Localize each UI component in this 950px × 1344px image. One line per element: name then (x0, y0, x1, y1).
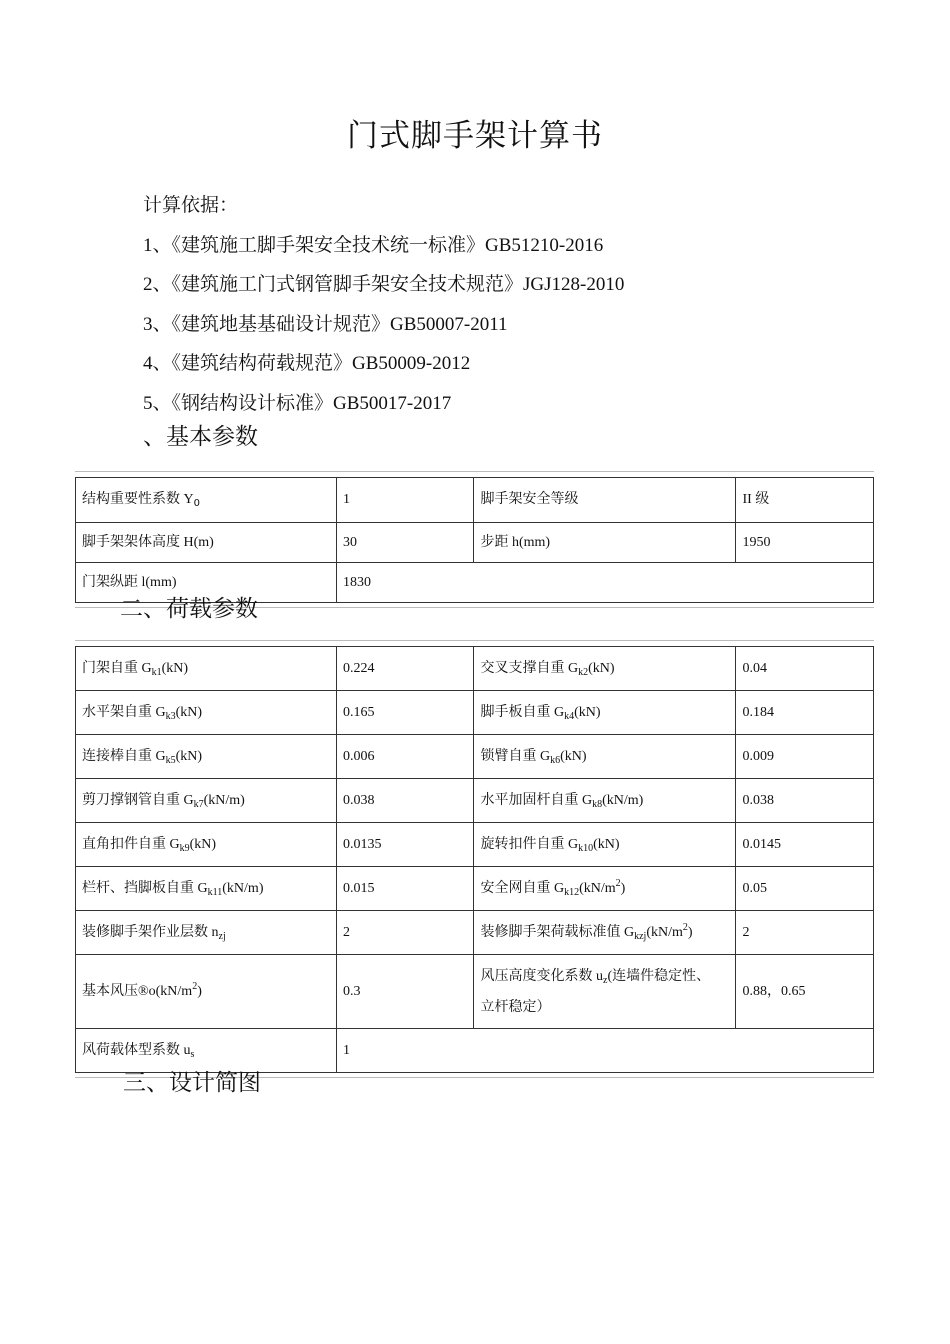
basis-item-1: 1、《建筑施工脚手架安全技术统一标准》GB51210-2016 (143, 234, 604, 256)
param-label: 交叉支撑自重 $G_{k2}(kN)$ (474, 647, 736, 691)
param-value: 0.165 (336, 691, 474, 735)
param-value: 0.006 (336, 735, 474, 779)
param-value: 0.3 (336, 955, 474, 1029)
table-row (76, 523, 874, 563)
param-label: 脚手架架体高度 H(m) (76, 523, 337, 563)
load-params-table (75, 646, 874, 1073)
section-basic-params-heading: 、基本参数 (143, 424, 258, 449)
param-label: 门架自重 $G_{k1}(kN)$ (76, 647, 337, 691)
basis-item-4: 4、《建筑结构荷载规范》GB50009-2012 (143, 353, 471, 374)
param-label: 装修脚手架荷载标准值 $G_{kzj}(kN/m^2)$ (474, 911, 736, 955)
param-label: 栏杆、挡脚板自重 $G_{k11}(kN/m)$ (76, 867, 337, 911)
table-row (76, 955, 874, 1029)
document-title: 门式脚手架计算书 (347, 118, 603, 153)
basis-item-3: 3、《建筑地基基础设计规范》GB50007-2011 (143, 313, 508, 335)
load-params-table-frame (75, 640, 874, 1078)
basic-params-table-frame (75, 471, 874, 608)
param-value: 0.05 (736, 867, 874, 911)
param-label: 步距 h(mm) (474, 523, 736, 563)
param-label: 基本风压$®o(kN/m^2)$ (76, 955, 337, 1029)
param-label: 旋转扣件自重 $G_{k10}(kN)$ (474, 823, 736, 867)
param-value: 0.038 (736, 779, 874, 823)
table-row (76, 735, 874, 779)
param-value: 0.04 (736, 647, 874, 691)
param-label: 安全网自重 $G_{k12}(kN/m^2)$ (474, 867, 736, 911)
param-label: 装修脚手架作业层数 $n_{zj}$ (76, 911, 337, 955)
param-value: 0.0135 (336, 823, 474, 867)
param-label: 锁臂自重 $G_{k6}(kN)$ (474, 735, 736, 779)
table-row (76, 779, 874, 823)
param-value: 0.038 (336, 779, 474, 823)
table-row (76, 823, 874, 867)
param-value: 0.88，0.65 (736, 955, 874, 1029)
param-value: 0.015 (336, 867, 474, 911)
table-row (76, 478, 874, 523)
param-label: 剪刀撑钢管自重 $G_{k7}(kN/m)$ (76, 779, 337, 823)
param-value: 2 (736, 911, 874, 955)
param-value: 1 (336, 478, 474, 523)
param-value: 0.184 (736, 691, 874, 735)
table-row (76, 911, 874, 955)
param-value: 1950 (736, 523, 874, 563)
param-value: 1830 (336, 563, 873, 603)
basis-item-5: 5、《钢结构设计标准》GB50017-2017 (143, 392, 452, 414)
param-label: 脚手架安全等级 (474, 478, 736, 523)
param-label: 连接棒自重 $G_{k5}(kN)$ (76, 735, 337, 779)
table-row (76, 867, 874, 911)
param-label: 门架纵距 l(mm) (76, 563, 337, 603)
param-value: 0.0145 (736, 823, 874, 867)
param-value: 0.009 (736, 735, 874, 779)
section-load-params-heading: 二、荷载参数 (120, 596, 258, 621)
basic-params-table (75, 477, 874, 603)
param-value: 30 (336, 523, 474, 563)
param-label: 水平架自重 $G_{k3}(kN)$ (76, 691, 337, 735)
calculation-basis (143, 186, 624, 423)
param-label: 风压高度变化系数 $u_z$(连墙件稳定性、 立杆稳定） (474, 955, 736, 1029)
param-label: 水平加固杆自重 $G_{k8}(kN/m)$ (474, 779, 736, 823)
basis-heading: 计算依据： (143, 195, 239, 216)
param-value: 2 (336, 911, 474, 955)
param-label: 直角扣件自重 $G_{k9}(kN)$ (76, 823, 337, 867)
table-row (76, 647, 874, 691)
section-design-diagram-heading: 三、设计简图 (123, 1070, 261, 1095)
param-label: 风荷载体型系数 $u_s$ (76, 1029, 337, 1073)
param-label: 脚手板自重 $G_{k4}(kN)$ (474, 691, 736, 735)
param-value: II 级 (736, 478, 874, 523)
basis-item-2: 2、《建筑施工门式钢管脚手架安全技术规范》JGJ128-2010 (143, 274, 625, 295)
table-row (76, 691, 874, 735)
param-value: 1 (336, 1029, 873, 1073)
param-value: 0.224 (336, 647, 474, 691)
param-label: 结构重要性系数 $Y_0$ (76, 478, 337, 523)
